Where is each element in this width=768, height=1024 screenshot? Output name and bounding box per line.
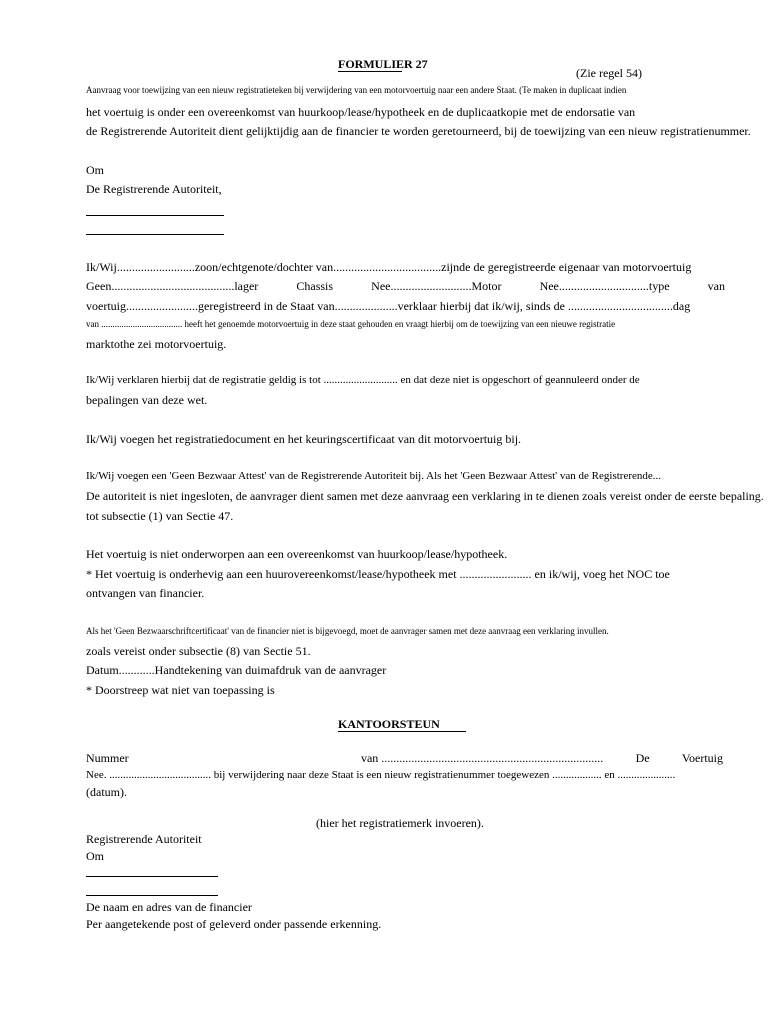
intro-line-1: Aanvraag voor toewijzing van een nieuw registratieteken bij verwijdering van een motorvoertuig naar een andere Staat. (Te maken in duplicaat indien — [86, 85, 627, 95]
owner-line-5: marktothe zei motorvoertuig. — [86, 337, 227, 351]
intro-line-2: het voertuig is onder een overeenkomst van huurkoop/lease/hypotheek en de duplicaatkopie met de endorsatie van — [86, 105, 636, 119]
form-title: FORMULIER 27 — [338, 57, 428, 71]
office-line-1-part: Nummer — [86, 751, 129, 765]
hire-line-3: ontvangen van financier. — [86, 586, 205, 600]
office-heading-underline — [338, 731, 466, 732]
noc-line-2: De autoriteit is niet ingesloten, de aanvrager dient samen met deze aanvraag een verklaring in te dienen zoals vereist onder de eerste bepaling. — [86, 489, 764, 503]
owner-line-2-part: Geen.........................................lager — [86, 279, 259, 293]
owner-line-4: van .................................... heeft het genoemde motorvoertuig in deze staat gehouden en vraagt hierbij om de toewijzing van een nieuwe registratie — [86, 319, 616, 329]
owner-line-2 — [86, 280, 725, 292]
office-om: Om — [86, 849, 104, 863]
financier-line-1: Als het 'Geen Bezwaarschriftcertificaat' van de financier niet is bijgevoegd, moet de aanvrager samen met deze aanvraag een verklaring invullen. — [86, 626, 609, 636]
address-authority: De Registrerende Autoriteit, — [86, 182, 222, 196]
registration-mark-note: (hier het registratiemerk invoeren). — [316, 816, 484, 830]
post-delivery-note: Per aangetekende post of geleverd onder passende erkenning. — [86, 917, 382, 931]
hire-line-1: Het voertuig is niet onderworpen aan een overeenkomst van huurkoop/lease/hypotheek. — [86, 547, 508, 561]
hire-line-2: * Het voertuig is onderhevig aan een huurovereenkomst/lease/hypotheek met ........................ en ik/wij, voeg het NOC toe — [86, 567, 670, 581]
office-line-1-part: Voertuig — [681, 751, 723, 765]
rule-reference: (Zie regel 54) — [576, 66, 642, 80]
date-signature-line: Datum............Handtekening van duimafdruk van de aanvrager — [86, 663, 387, 677]
intro-line-3: de Registrerende Autoriteit dient gelijktijdig aan de financier te worden geretourneerd, bij de toewijzing van een nieuw registratienummer. — [86, 124, 751, 138]
address-blank-line-1 — [86, 215, 224, 216]
office-blank-line-2 — [86, 895, 218, 896]
owner-line-2-part: Nee..............................type — [539, 279, 670, 293]
owner-line-3: voertuig........................geregistreerd in de Staat van.....................verklaar hierbij dat ik/wij, sinds de ...................................dag — [86, 299, 691, 313]
validity-line-1: Ik/Wij verklaren hierbij dat de registratie geldig is tot ........................... en dat deze niet is opgeschort of geannuleerd onder de — [86, 374, 640, 386]
office-line-1-part: De — [635, 751, 650, 765]
office-line-1 — [86, 752, 723, 764]
owner-line-2-part: Chassis — [296, 279, 334, 293]
office-line-3: (datum). — [86, 785, 127, 799]
address-blank-line-2 — [86, 234, 224, 235]
owner-line-2-part: van — [707, 279, 725, 293]
financier-name-address: De naam en adres van de financier — [86, 900, 252, 914]
validity-line-2: bepalingen van deze wet. — [86, 393, 208, 407]
address-om: Om — [86, 163, 104, 177]
owner-line-2-part: Nee...........................Motor — [371, 279, 502, 293]
owner-line-1: Ik/Wij..........................zoon/echtgenote/dochter van....................................zijnde de geregistreerde eigenaar van motorvoertuig — [86, 260, 692, 274]
office-blank-line-1 — [86, 876, 218, 877]
noc-line-1: Ik/Wij voegen een 'Geen Bezwaar Attest' van de Registrerende Autoriteit bij. Als het 'Geen Bezwaar Attest' van de Registrerende... — [86, 470, 662, 482]
office-line-2: Nee. ..................................... bij verwijdering naar deze Staat is een nieuw registratienummer toegewezen .................. en ..................... — [86, 769, 676, 781]
documents-line-1: Ik/Wij voegen het registratiedocument en het keuringscertificaat van dit motorvoertuig bij. — [86, 432, 522, 446]
title-underline — [338, 71, 402, 72]
strike-note: * Doorstreep wat niet van toepassing is — [86, 683, 275, 697]
financier-line-2: zoals vereist onder subsectie (8) van Sectie 51. — [86, 644, 311, 658]
office-heading: KANTOORSTEUN — [338, 717, 440, 731]
office-line-1-part: van .......................................................................... — [360, 751, 604, 765]
noc-line-3: tot subsectie (1) van Sectie 47. — [86, 509, 234, 523]
office-authority: Registrerende Autoriteit — [86, 832, 202, 846]
